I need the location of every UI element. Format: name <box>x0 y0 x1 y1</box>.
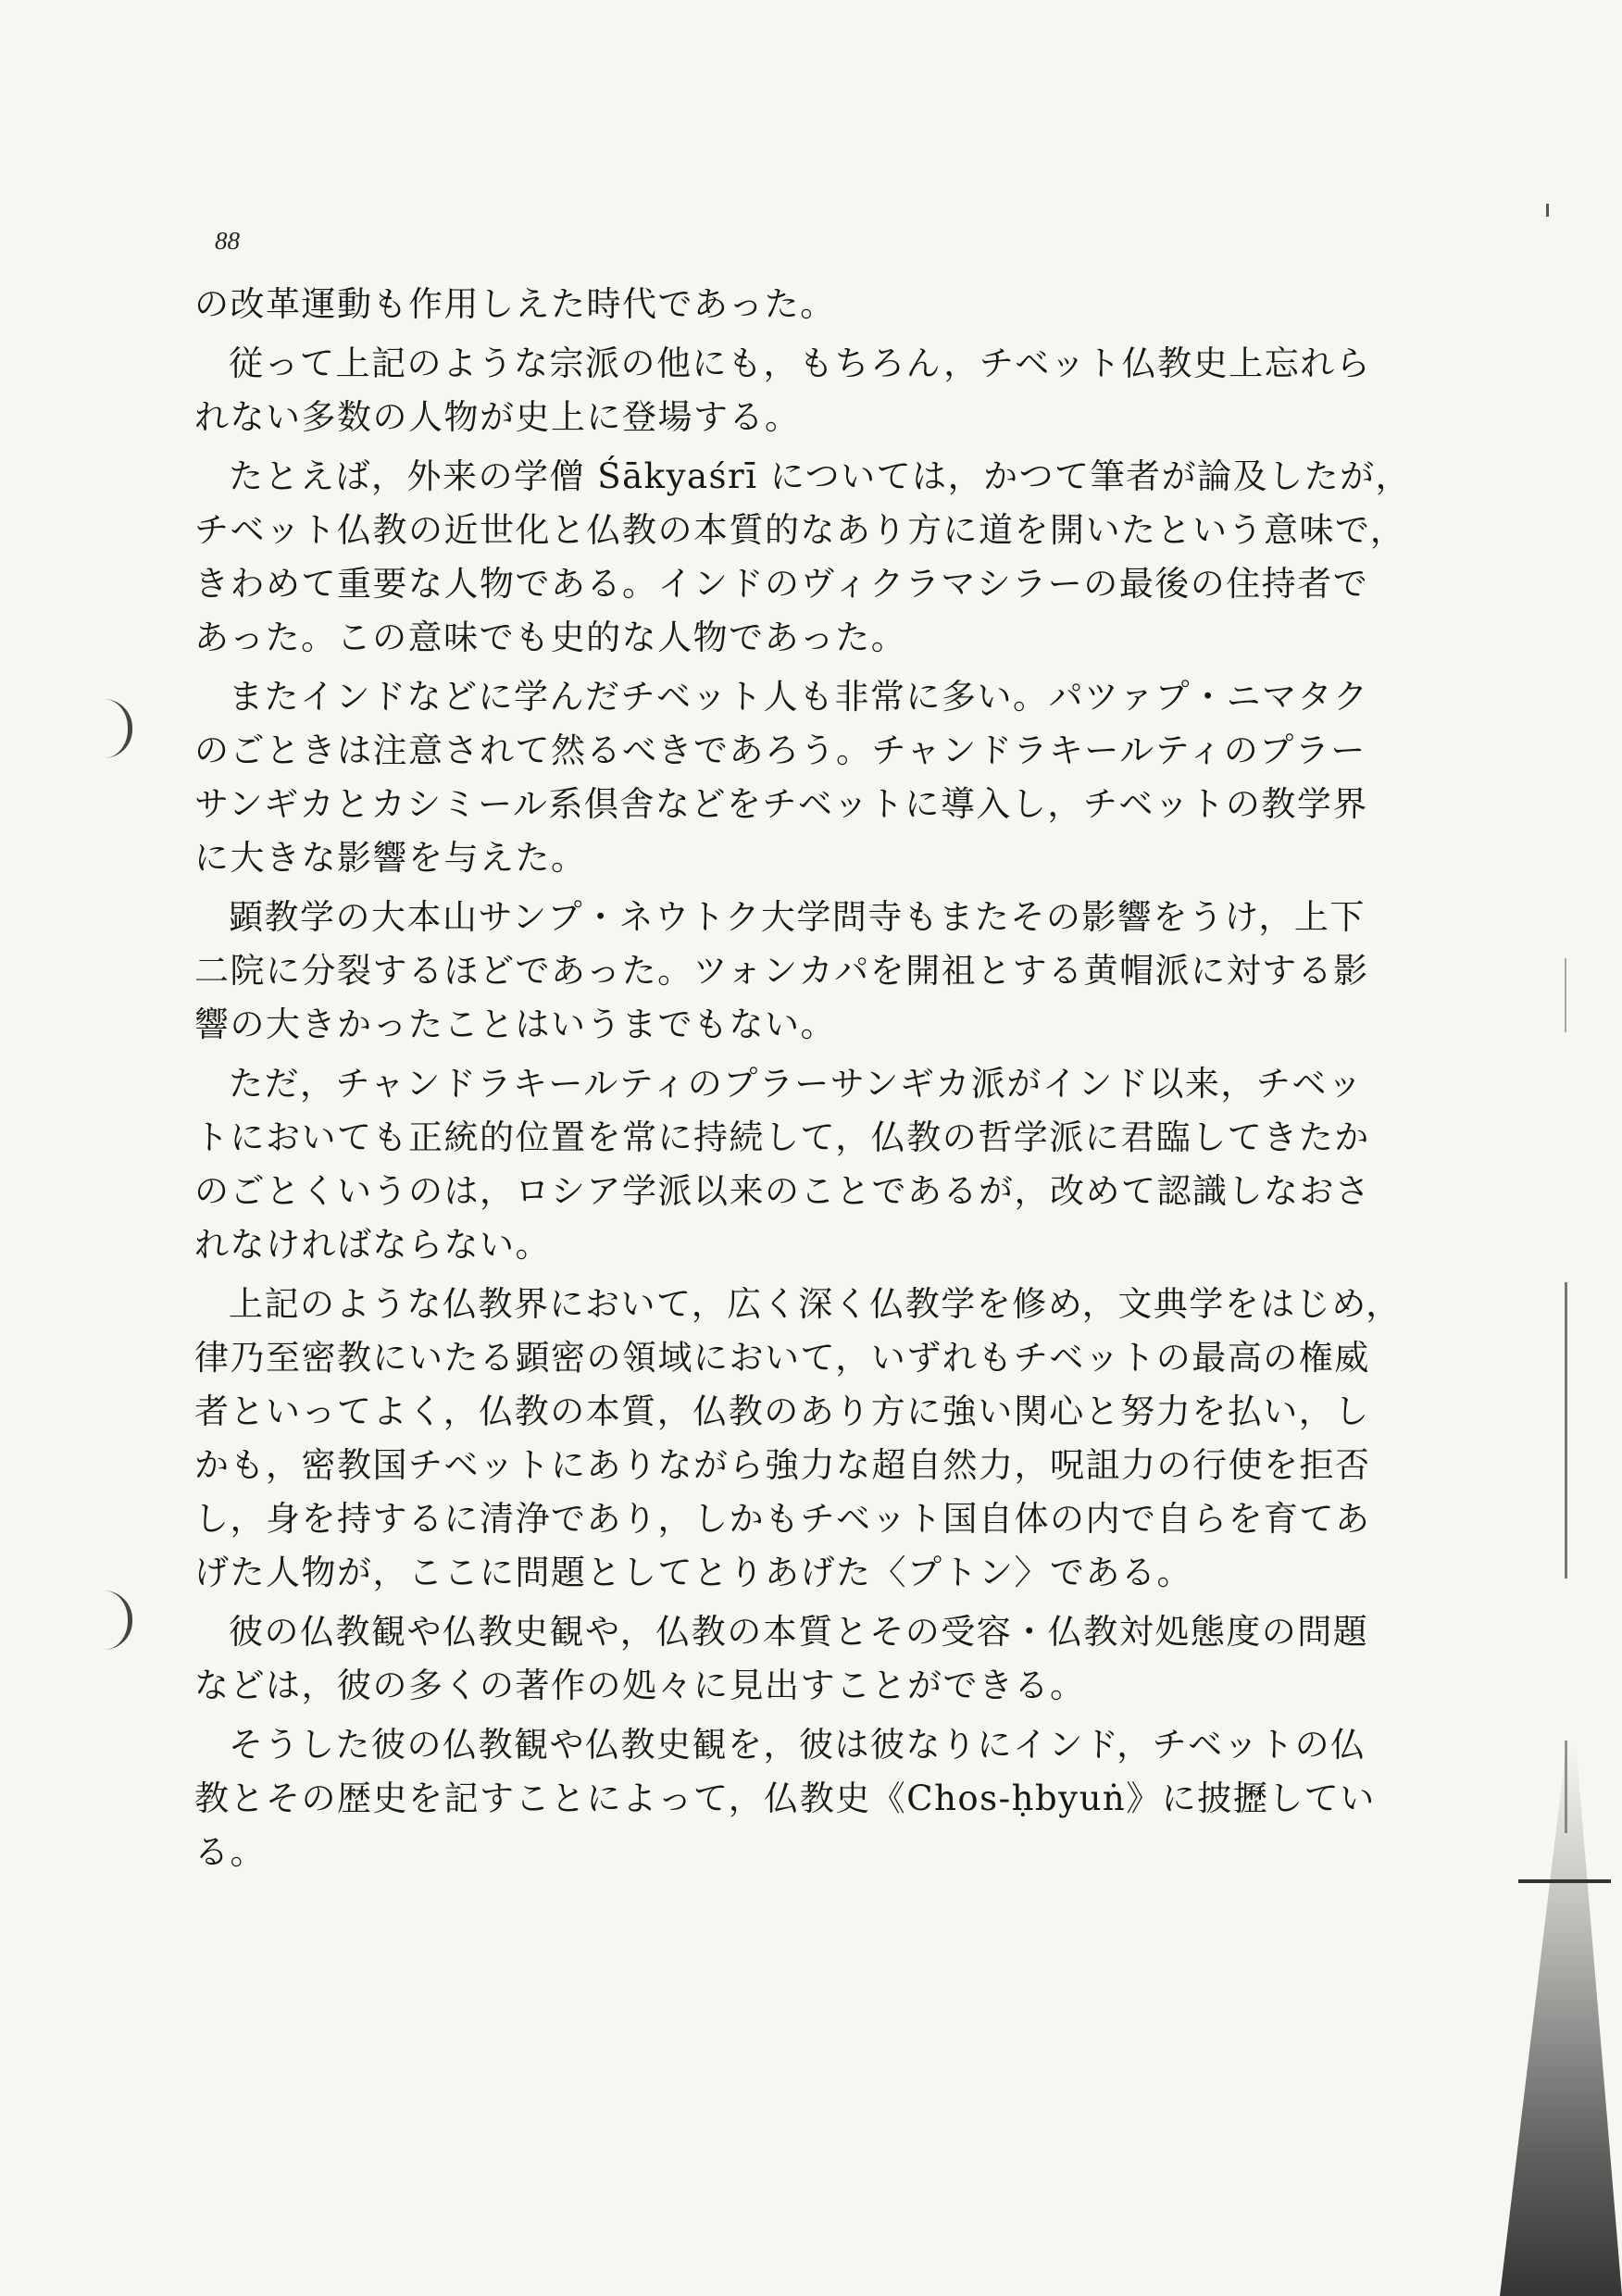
text-line: サンギカとカシミール系倶舎などをチベットに導入し，チベットの教学界 <box>194 784 1368 824</box>
text-line: 律乃至密教にいたる顕密の領域において，いずれもチベットの最高の権威 <box>194 1338 1370 1378</box>
text-line: そうした彼の仏教観や仏教史観を，彼は彼なりにインド，チベットの仏 <box>229 1725 1366 1765</box>
scan-edge-mark <box>1565 958 1566 1032</box>
page-number: 88 <box>215 227 240 255</box>
binding-hole-mark <box>104 699 132 758</box>
text-line: きわめて重要な人物である。インドのヴィクラマシラーの最後の住持者で <box>194 564 1369 604</box>
text-line: かも，密教国チベットにありながら強力な超自然力，呪詛力の行使を拒否 <box>194 1445 1371 1485</box>
text-line: 二院に分裂するほどであった。ツォンカパを開祖とする黄帽派に対する影 <box>194 951 1369 991</box>
scan-edge-mark <box>1518 1879 1611 1883</box>
text-line: たとえば，外来の学僧 Śākyaśrī については，かつて筆者が論及したが， <box>229 456 1412 496</box>
scan-edge-mark <box>1546 204 1549 217</box>
text-line: トにおいても正統的位置を常に持続して，仏教の哲学派に君臨してきたか <box>194 1117 1370 1157</box>
text-line: の改革運動も作用しえた時代であった。 <box>194 284 836 324</box>
text-line: 響の大きかったことはいうまでもない。 <box>194 1004 836 1044</box>
text-line: 顕教学の大本山サンプ・ネウトク大学問寺もまたその影響をうけ，上下 <box>229 897 1366 937</box>
text-line: のごときは注意されて然るべきであろう。チャンドラキールティのプラー <box>194 730 1366 770</box>
text-line: れなければならない。 <box>194 1225 551 1265</box>
text-line: し，身を持するに清浄であり，しかもチベット国自体の内で自らを育てあ <box>194 1499 1371 1539</box>
text-line: またインドなどに学んだチベット人も非常に多い。パツァプ・ニマタク <box>229 677 1369 717</box>
scan-edge-mark <box>1565 1282 1567 1578</box>
text-line: のごとくいうのは，ロシア学派以来のことであるが，改めて認識しなおさ <box>194 1171 1371 1211</box>
text-line: チベット仏教の近世化と仏教の本質的なあり方に道を開いたという意味で， <box>194 510 1406 550</box>
text-line: れない多数の人物が史上に登場する。 <box>194 397 801 437</box>
text-line: 者といってよく，仏教の本質，仏教のあり方に強い関心と努力を払い，し <box>194 1391 1370 1431</box>
text-line: 従って上記のような宗派の他にも，もちろん，チベット仏教史上忘れら <box>229 343 1372 383</box>
text-line: あった。この意味でも史的な人物であった。 <box>194 618 907 657</box>
text-line: ただ，チャンドラキールティのプラーサンギカ派がインド以来，チベッ <box>229 1064 1364 1104</box>
text-line: などは，彼の多くの著作の処々に見出すことができる。 <box>194 1666 1086 1705</box>
text-line: 上記のような仏教界において，広く深く仏教学を修め，文典学をはじめ， <box>229 1284 1402 1324</box>
text-line: 彼の仏教観や仏教史観や，仏教の本質とその受容・仏教対処態度の問題 <box>229 1612 1369 1652</box>
scan-shadow <box>1500 1741 1622 2296</box>
binding-hole-mark <box>104 1591 132 1650</box>
body-text <box>194 278 1412 1879</box>
text-line: に大きな影響を与えた。 <box>194 838 587 878</box>
text-line: げた人物が，ここに問題としてとりあげた〈プトン〉である。 <box>194 1553 1192 1592</box>
text-line: る。 <box>194 1832 266 1872</box>
text-line: 教とその歴史を記すことによって，仏教史《Chos-ḥbyuṅ》に披攊してい <box>194 1778 1376 1818</box>
